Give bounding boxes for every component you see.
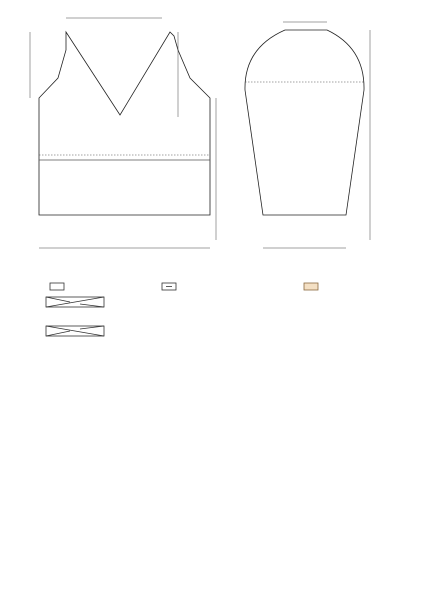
sleeve-dimension-lines <box>245 22 370 248</box>
legend-symbols <box>46 283 318 336</box>
sleeve-outline <box>245 30 364 215</box>
vest-dimension-lines <box>30 18 216 248</box>
vest-outline <box>39 32 210 215</box>
